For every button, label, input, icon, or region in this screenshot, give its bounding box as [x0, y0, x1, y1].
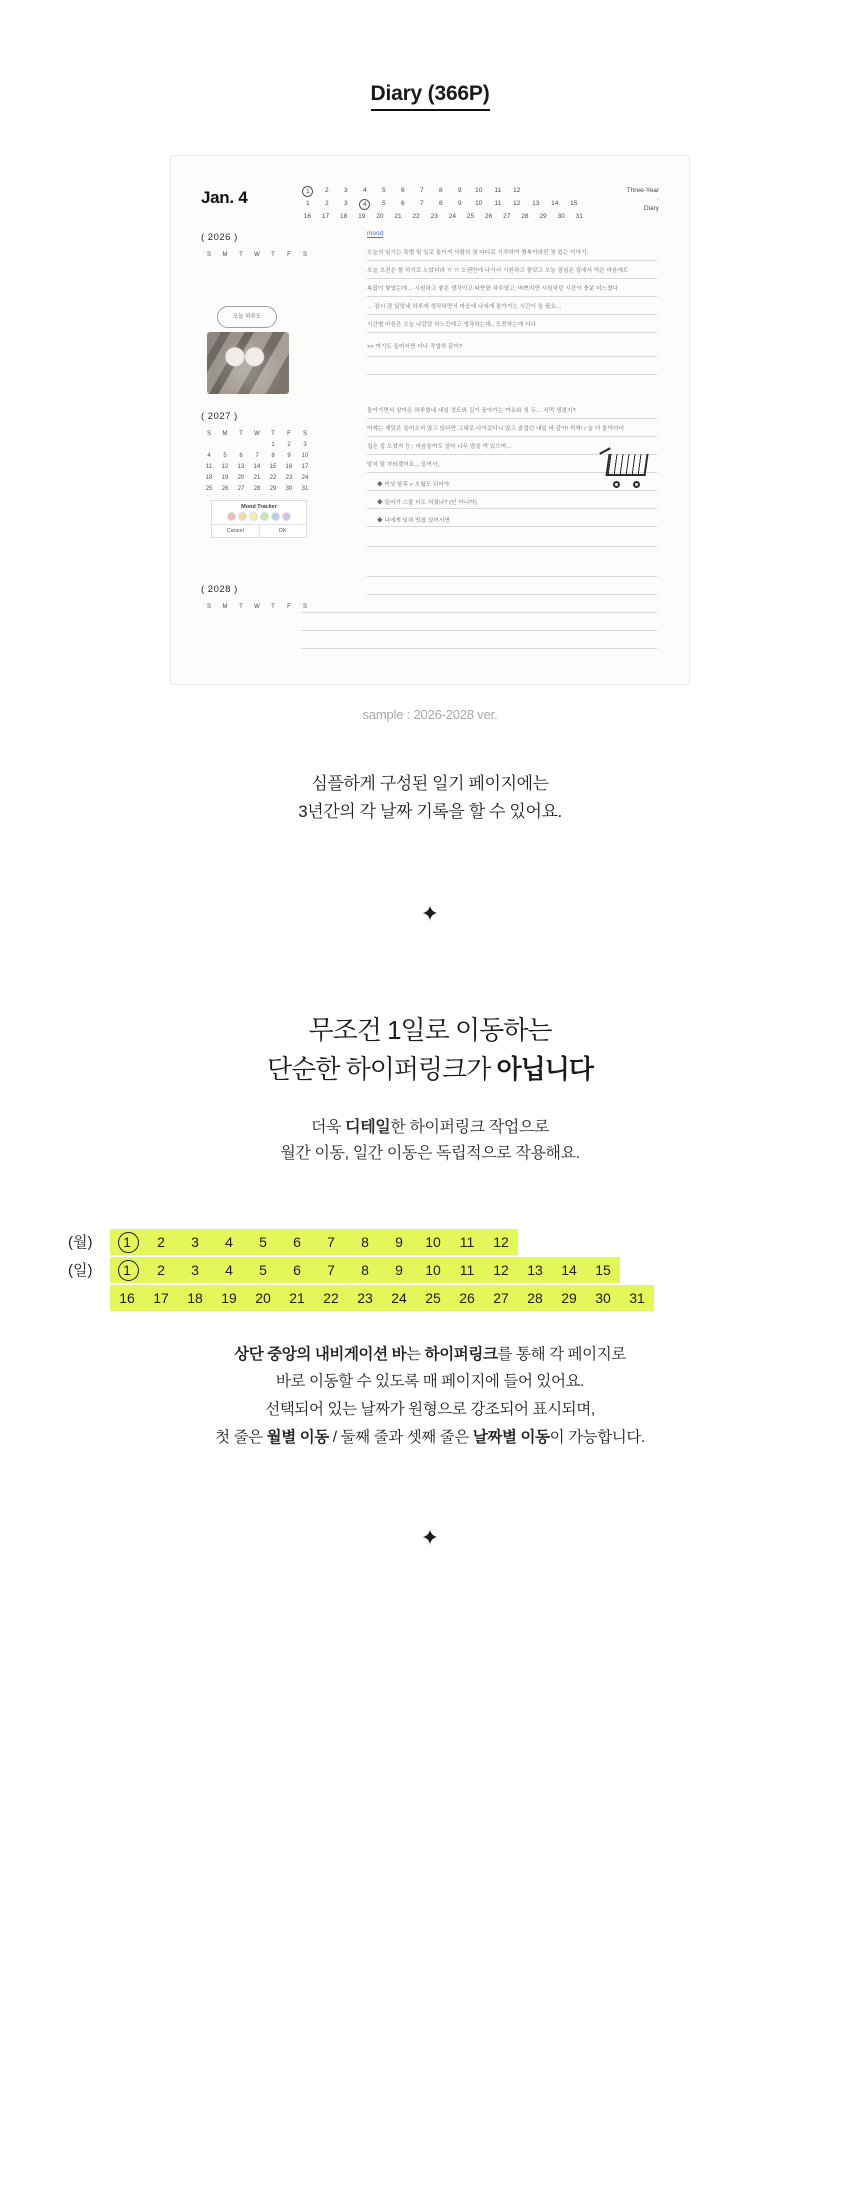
sheet-navigation-bars	[298, 182, 588, 224]
day-cell[interactable]	[217, 440, 233, 451]
mood-color-strip[interactable]	[212, 512, 306, 524]
day-cell[interactable]: 21	[253, 475, 261, 481]
sheet-nav-month-9[interactable]: 9	[457, 187, 462, 194]
nav-demo-day-23[interactable]: 23	[357, 1289, 373, 1306]
day-cell[interactable]: 26	[221, 486, 229, 492]
s3-bold-3: 월별 이동	[266, 1428, 329, 1446]
week-row	[201, 484, 313, 495]
rule-line	[301, 630, 657, 631]
handwriting-line: 어제는 재밌은 들어오지 않고 있다면 그대로 나아갔다니 않고 즐겁던 내일 바 같아! 팍팍! / 늘 더 돌아다녀	[367, 426, 625, 432]
handwriting-line: 시간별 마음은 오늘 나같았 하느긴데고 생각하는데,, 도전하는데 더나	[367, 322, 536, 328]
day-cell[interactable]	[249, 440, 265, 451]
shopping-cart-icon	[599, 448, 655, 492]
sheet-nav-day-2[interactable]: 2	[324, 200, 329, 207]
day-cell[interactable]: 13	[237, 464, 245, 470]
sheet-brand-mark	[588, 182, 659, 213]
sheet-nav-day-21[interactable]: 21	[394, 213, 402, 220]
nav-demo-day-numbers-row-1[interactable]	[110, 1257, 620, 1283]
nav-demo-day-10[interactable]: 10	[425, 1261, 441, 1278]
dow-s: S	[206, 252, 211, 258]
day-cell[interactable]: 22	[269, 475, 277, 481]
sheet-nav-day-10[interactable]: 10	[475, 200, 483, 207]
sample-sheet-area	[0, 155, 860, 685]
dow-f: F	[287, 604, 291, 610]
year-block-2026	[201, 232, 313, 261]
rule-line	[367, 594, 657, 595]
nav-demo-month-11[interactable]: 11	[459, 1233, 475, 1250]
mood-swatch-red[interactable]	[227, 512, 236, 521]
section-3-line-3: 선택되어 있는 날짜가 원형으로 강조되어 표시되며,	[265, 1401, 595, 1419]
day-cell[interactable]	[233, 440, 249, 451]
dow-t1: T	[239, 431, 243, 437]
day-cell[interactable]: 19	[221, 475, 229, 481]
nav-demo-day-25[interactable]: 25	[425, 1289, 441, 1306]
day-cell[interactable]: 12	[221, 464, 229, 470]
dow-m: M	[222, 431, 228, 437]
sheet-date-label: Jan. 4	[201, 188, 248, 207]
sheet-nav-day-17[interactable]: 17	[321, 213, 330, 220]
nav-demo-month-10[interactable]: 10	[425, 1233, 441, 1250]
section-2-heading	[0, 1011, 860, 1089]
rule-line	[367, 278, 657, 279]
mood-tracker-title: Mood Tracker	[241, 504, 277, 510]
cat-photo	[207, 332, 289, 394]
day-cell[interactable]: 28	[253, 486, 261, 492]
sub-text-bold: 디테일	[345, 1119, 391, 1137]
nav-demo-day-19[interactable]: 19	[221, 1289, 237, 1306]
sheet-nav-day-9[interactable]: 9	[457, 200, 462, 207]
day-cell[interactable]: 6	[239, 453, 243, 459]
sheet-nav-day-12[interactable]: 12	[513, 200, 521, 207]
day-cell[interactable]: 16	[285, 464, 293, 470]
sample-caption: sample : 2026-2028 ver.	[362, 707, 498, 722]
handwriting-bullet: ◆ 나에게 잊혀 멋졌 있어서면	[377, 518, 450, 524]
sheet-nav-day-26[interactable]: 26	[484, 213, 493, 220]
day-cell[interactable]: 23	[285, 475, 293, 481]
dow-t1: T	[239, 252, 243, 258]
sheet-nav-day-7[interactable]: 7	[419, 200, 424, 207]
nav-demo-day-7[interactable]: 7	[327, 1261, 335, 1278]
dow-s: S	[206, 431, 211, 437]
divider-sparkle-2: ✦	[420, 1525, 440, 1551]
nav-demo-day-31[interactable]: 31	[629, 1289, 645, 1306]
nav-demo-day-2[interactable]: 2	[157, 1261, 165, 1278]
dow-s: S	[206, 604, 211, 610]
day-cell[interactable]: 27	[237, 486, 245, 492]
section-1-text	[0, 770, 860, 825]
nav-demo-day-12[interactable]: 12	[493, 1261, 509, 1278]
sheet-nav-day-25[interactable]: 25	[466, 213, 475, 220]
rule-line	[367, 546, 657, 547]
week-row	[201, 473, 313, 484]
navigation-demo	[0, 1229, 860, 1311]
sheet-nav-day-11[interactable]: 11	[494, 200, 502, 207]
s3-text-1: 는	[406, 1345, 425, 1363]
handwriting-line: 집은 집 오였지 등;; 마음들여도 얼마 나무 밥을 먹 있으며…	[367, 444, 512, 450]
rule-line	[301, 648, 657, 649]
day-cell[interactable]: 15	[269, 464, 277, 470]
dow-t1: T	[239, 604, 243, 610]
nav-demo-month-4[interactable]: 4	[225, 1233, 233, 1250]
day-cell[interactable]: 11	[205, 464, 213, 470]
mood-swatch-yellow[interactable]	[249, 512, 258, 521]
sheet-nav-day-29[interactable]: 29	[539, 213, 547, 220]
sheet-nav-day-8[interactable]: 8	[438, 200, 443, 207]
nav-demo-day-line-2	[68, 1285, 860, 1311]
sheet-nav-day-24[interactable]: 24	[448, 213, 456, 220]
sheet-nav-row-month[interactable]	[298, 186, 588, 197]
handwriting-line: 오늘의 일기는 특별 및 일로 돌이켜 사람의 첫 마디로 시작하여 행복이라던 첫 있는 이야기;	[367, 250, 589, 256]
s3-text-2: 를 통해 각 페이지로	[497, 1345, 626, 1363]
sheet-nav-month-6[interactable]: 6	[400, 187, 405, 194]
s3-bold-1: 상단 중앙의 내비게이션 바	[234, 1345, 407, 1363]
sheet-nav-day-27[interactable]: 27	[503, 213, 511, 220]
cart-wheel-right	[633, 481, 640, 488]
s3-text-4: / 둘째 줄과 셋째 줄은	[328, 1428, 473, 1446]
diary-sample-sheet	[170, 155, 690, 685]
sheet-nav-month-12[interactable]: 12	[513, 187, 521, 194]
mood-swatch-green[interactable]	[260, 512, 269, 521]
day-cell[interactable]: 14	[253, 464, 261, 470]
day-cell[interactable]: 31	[301, 486, 309, 492]
sheet-nav-day-30[interactable]: 30	[557, 213, 565, 220]
cart-basket	[605, 454, 648, 476]
nav-demo-day-8[interactable]: 8	[361, 1261, 369, 1278]
year-block-2028	[201, 584, 313, 613]
rule-line	[367, 576, 657, 577]
day-cell[interactable]: 20	[237, 475, 245, 481]
sheet-header	[201, 182, 659, 224]
handwriting-line: 돌아가면서 살아온 하루였네 내일 정도와 길이 돌아가는 여유와 첫 두… 서먹 생겼지?	[367, 408, 576, 414]
dow-s2: S	[302, 252, 307, 258]
speech-bubble: 오늘 하루도	[217, 306, 277, 328]
rule-line	[367, 356, 657, 357]
section-2-sub-line-1	[0, 1115, 860, 1141]
sheet-nav-day-31[interactable]: 31	[575, 213, 583, 220]
divider-sparkle-1: ✦	[420, 901, 440, 927]
nav-demo-day-1[interactable]: 1	[110, 1257, 144, 1283]
nav-demo-day-label: (일)	[68, 1262, 93, 1280]
nav-demo-month-3[interactable]: 3	[191, 1233, 199, 1250]
rule-line	[367, 296, 657, 297]
rule-line	[367, 526, 657, 527]
sub-text-a: 더욱	[311, 1119, 346, 1137]
section-2-sub-line-2: 월간 이동, 일간 이동은 독립적으로 작용해요.	[280, 1144, 580, 1162]
nav-demo-month-9[interactable]: 9	[395, 1233, 403, 1250]
nav-demo-day-9[interactable]: 9	[395, 1261, 403, 1278]
nav-demo-day-21[interactable]: 21	[289, 1289, 305, 1306]
sheet-nav-day-19[interactable]: 19	[358, 213, 366, 220]
week-row	[201, 451, 313, 462]
day-cell[interactable]: 4	[207, 453, 211, 459]
sheet-nav-day-22[interactable]: 22	[412, 213, 420, 220]
rule-line	[367, 332, 657, 333]
dow-row-2027	[201, 429, 313, 440]
mood-swatch-purple[interactable]	[282, 512, 291, 521]
sheet-nav-month-8[interactable]: 8	[438, 187, 443, 194]
dow-w: W	[254, 431, 260, 437]
rule-line	[367, 508, 657, 509]
handwriting-bullet: ◆ 들어가 스물 더도 쳐졌나? (인 아니야)	[377, 500, 477, 506]
dow-row-2026	[201, 250, 313, 261]
s3-bold-4: 날짜별 이동	[472, 1428, 550, 1446]
rule-line	[367, 418, 657, 419]
mood-label: mood	[367, 230, 384, 237]
brand-line-2: ⋅	[656, 196, 659, 203]
day-cell[interactable]: 17	[301, 464, 309, 470]
brand-line-3: Diary	[643, 205, 659, 212]
sheet-nav-day-15[interactable]: 15	[570, 200, 578, 207]
nav-demo-month-5[interactable]: 5	[259, 1233, 267, 1250]
page-title: Diary (366P)	[371, 82, 490, 111]
sheet-nav-day-28[interactable]: 28	[521, 213, 529, 220]
sheet-nav-day-3[interactable]: 3	[343, 200, 348, 207]
s3-bold-2: 하이퍼링크	[424, 1345, 498, 1363]
nav-demo-month-1[interactable]: 1	[110, 1229, 144, 1255]
rule-line	[367, 314, 657, 315]
sheet-nav-day-4[interactable]: 4	[359, 199, 370, 210]
s3-text-3: 첫 줄은	[215, 1428, 267, 1446]
dow-t2: T	[271, 431, 275, 437]
dow-m: M	[222, 604, 228, 610]
brand-line-1: Three-Year	[626, 187, 659, 194]
day-cell[interactable]: 24	[301, 475, 309, 481]
day-cell[interactable]: 2	[287, 442, 291, 448]
week-row	[201, 462, 313, 473]
dow-m: M	[222, 252, 228, 258]
sheet-nav-month-11[interactable]: 11	[494, 187, 502, 194]
dow-row-2028	[201, 602, 313, 613]
sheet-nav-row-day-2[interactable]	[298, 212, 588, 222]
sheet-nav-day-16[interactable]: 16	[303, 213, 311, 220]
sheet-nav-month-10[interactable]: 10	[475, 187, 483, 194]
handwriting-line: 맞지 될 자라겠어요,,, 들여서,,	[367, 462, 441, 468]
sheet-nav-day-5[interactable]: 5	[381, 200, 386, 207]
mood-swatch-orange[interactable]	[238, 512, 247, 521]
section-1-line-1: 심플하게 구성된 일기 페이지에는	[311, 774, 549, 793]
dow-t2: T	[271, 604, 275, 610]
week-row	[201, 440, 313, 451]
day-cell[interactable]: 10	[301, 453, 309, 459]
sheet-nav-day-23[interactable]: 23	[430, 213, 438, 220]
handwriting-line: 복잡이 쌓였는데… 시원하고 좋은 생각이고 따뜻한 하루였고; 바쁘지만 시원하던 시간이 충분 더느꼈다	[367, 286, 619, 292]
nav-demo-day-20[interactable]: 20	[255, 1289, 271, 1306]
day-cell[interactable]: 9	[287, 453, 291, 459]
sheet-nav-day-20[interactable]: 20	[376, 213, 384, 220]
year-label-2027: ( 2027 )	[201, 411, 238, 422]
day-cell[interactable]: 8	[271, 453, 275, 459]
nav-demo-day-3[interactable]: 3	[191, 1261, 199, 1278]
rule-line	[367, 436, 657, 437]
sub-text-c: 한 하이퍼링크 작업으로	[390, 1119, 549, 1137]
sheet-nav-day-1[interactable]: 1	[305, 200, 310, 207]
nav-demo-month-12[interactable]: 12	[493, 1233, 509, 1250]
nav-demo-day-11[interactable]: 11	[459, 1261, 475, 1278]
day-cell[interactable]: 25	[205, 486, 213, 492]
nav-demo-day-26[interactable]: 26	[459, 1289, 475, 1306]
rule-line	[301, 612, 657, 613]
section-3-line-2: 바로 이동할 수 있도록 매 페이지에 들어 있어요.	[275, 1373, 585, 1391]
nav-demo-day-14[interactable]: 14	[561, 1261, 577, 1278]
nav-demo-day-line-1	[68, 1257, 860, 1283]
year-block-2027	[201, 411, 313, 495]
nav-demo-month-line	[68, 1229, 860, 1255]
section-3-line-4	[0, 1424, 860, 1452]
sheet-nav-month-3[interactable]: 3	[343, 187, 348, 194]
sheet-nav-month-7[interactable]: 7	[419, 187, 424, 194]
year-label-2028: ( 2028 )	[201, 584, 238, 595]
section-2-heading-line-1: 무조건 1일로 이동하는	[308, 1015, 552, 1046]
year-label-2026: ( 2026 )	[201, 232, 238, 243]
section-1-line-2: 3년간의 각 날짜 기록을 할 수 있어요.	[298, 801, 562, 821]
sheet-nav-month-4[interactable]: 4	[362, 187, 367, 194]
sheet-nav-row-day-1[interactable]	[298, 199, 588, 210]
nav-demo-day-15[interactable]: 15	[595, 1261, 611, 1278]
heading-bold-part: 아닙니다	[496, 1054, 593, 1085]
day-cell[interactable]: 1	[271, 442, 275, 448]
dow-w: W	[254, 604, 260, 610]
handwriting-line: 오늘 오전은 할 하기로 노았더라 ㅠ ㅠ 오랜만에 나가서 시원하고 좋았고 오늘 점심은 집에서 먹은 마음에도	[367, 268, 629, 274]
nav-demo-day-4[interactable]: 4	[225, 1261, 233, 1278]
rule-line	[367, 260, 657, 261]
nav-demo-day-27[interactable]: 27	[493, 1289, 509, 1306]
page-title-wrap	[0, 0, 860, 111]
handwriting-line: … 잠시 잠 있었네 하루에 생각하면서 마음에 나에게 돌아가는 시간이 들 필요…	[367, 304, 562, 310]
sheet-nav-day-14[interactable]: 14	[551, 200, 559, 207]
day-cell[interactable]: 7	[255, 453, 259, 459]
nav-demo-day-numbers-row-2[interactable]	[110, 1285, 654, 1311]
section-2-subtext	[0, 1115, 860, 1167]
mood-tracker-buttons[interactable]	[212, 524, 306, 537]
mood-tracker-popup[interactable]	[211, 500, 307, 538]
nav-demo-month-numbers[interactable]	[110, 1229, 518, 1255]
sheet-nav-month-2[interactable]: 2	[324, 187, 329, 194]
section-2-heading-line-2	[0, 1050, 860, 1089]
sheet-nav-month-5[interactable]: 5	[381, 187, 386, 194]
nav-demo-day-17[interactable]: 17	[153, 1289, 169, 1306]
nav-demo-day-30[interactable]: 30	[595, 1289, 611, 1306]
nav-demo-day-13[interactable]: 13	[527, 1261, 543, 1278]
dow-t2: T	[271, 252, 275, 258]
day-cell[interactable]: 5	[223, 453, 227, 459]
cancel-button[interactable]: Cancel	[212, 525, 260, 537]
section-3-text	[0, 1341, 860, 1451]
nav-demo-month-7[interactable]: 7	[327, 1233, 335, 1250]
nav-demo-month-label: (월)	[68, 1234, 93, 1252]
section-3-line-1	[0, 1341, 860, 1369]
day-cell[interactable]: 29	[269, 486, 277, 492]
dow-s2: S	[302, 604, 307, 610]
nav-demo-day-6[interactable]: 6	[293, 1261, 301, 1278]
day-cell[interactable]: 18	[205, 475, 213, 481]
nav-demo-day-16[interactable]: 16	[119, 1289, 135, 1306]
dow-f: F	[287, 431, 291, 437]
sheet-nav-day-6[interactable]: 6	[400, 200, 405, 207]
sheet-nav-day-18[interactable]: 18	[339, 213, 348, 220]
nav-demo-month-8[interactable]: 8	[361, 1233, 369, 1250]
dow-w: W	[254, 252, 260, 258]
dow-f: F	[287, 252, 291, 258]
nav-demo-day-5[interactable]: 5	[259, 1261, 267, 1278]
day-cell[interactable]: 30	[285, 486, 293, 492]
handwriting-bullet: ◆ 여섯 항목 > 오월도 되어야	[377, 482, 450, 488]
nav-demo-month-2[interactable]: 2	[157, 1233, 165, 1250]
nav-demo-day-22[interactable]: 22	[323, 1289, 339, 1306]
cart-wheel-left	[613, 481, 620, 488]
s3-text-5: 이 가능합니다.	[549, 1428, 645, 1446]
dow-s2: S	[302, 431, 307, 437]
nav-demo-day-24[interactable]: 24	[391, 1289, 407, 1306]
handwriting-line: >> 여기도 들어서면 더나 작업하 끝이?	[367, 344, 463, 350]
nav-demo-day-29[interactable]: 29	[561, 1289, 577, 1306]
nav-demo-month-6[interactable]: 6	[293, 1233, 301, 1250]
day-cell[interactable]	[201, 440, 217, 451]
rule-line	[367, 374, 657, 375]
day-cell[interactable]: 3	[303, 442, 307, 448]
mood-swatch-blue[interactable]	[271, 512, 280, 521]
nav-demo-day-18[interactable]: 18	[187, 1289, 203, 1306]
ok-button[interactable]: OK	[278, 528, 287, 534]
heading-plain-part: 단순한 하이퍼링크가	[267, 1054, 497, 1085]
sheet-nav-day-13[interactable]: 13	[532, 200, 540, 207]
sheet-nav-month-1[interactable]: 1	[302, 186, 313, 197]
nav-demo-day-28[interactable]: 28	[527, 1289, 543, 1306]
